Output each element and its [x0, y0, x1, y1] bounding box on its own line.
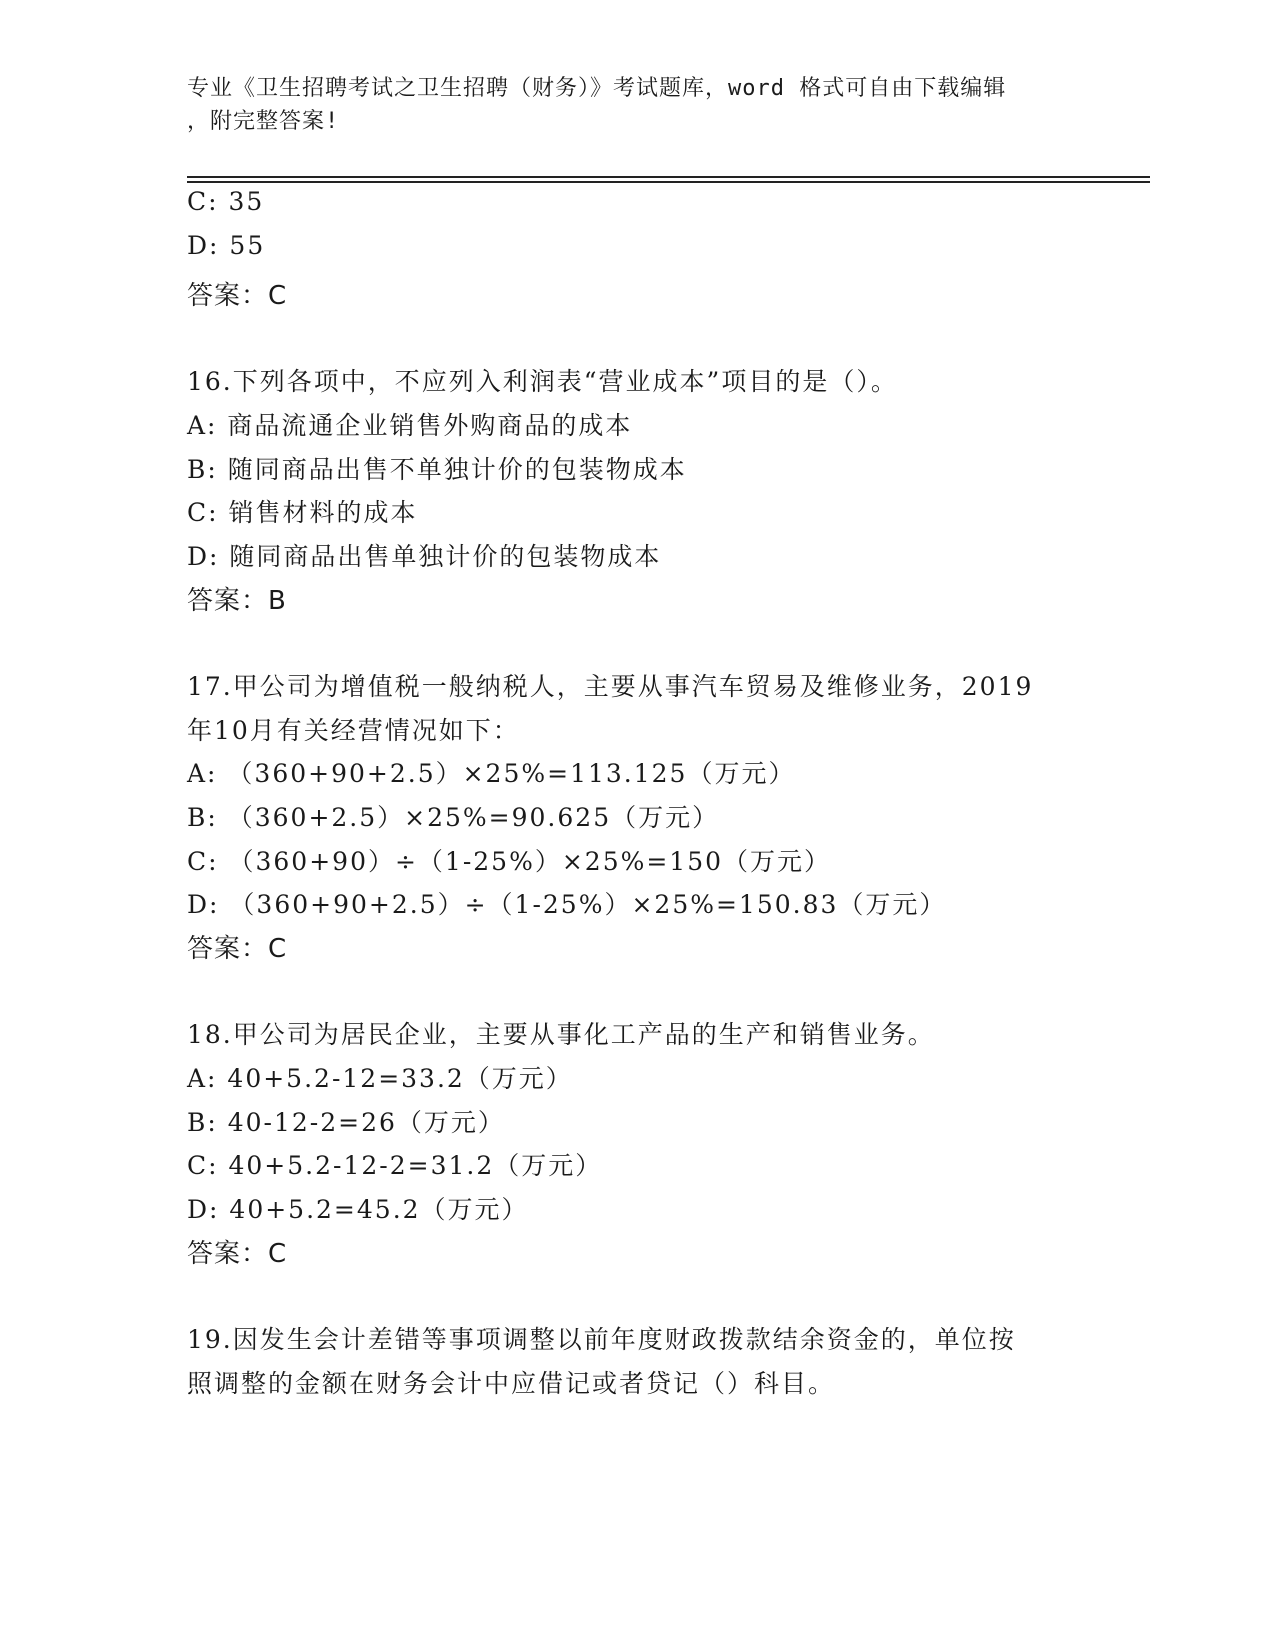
q17-answer: 答案：C [187, 934, 288, 964]
q17-option-b: B: （360+2.5）×25%=90.625（万元） [187, 803, 720, 832]
q19-stem-line-1: 19.因发生会计差错等事项调整以前年度财政拨款结余资金的，单位按 [187, 1325, 1016, 1354]
header-title-line-1: 专业《卫生招聘考试之卫生招聘（财务）》考试题库，word 格式可自由下载编辑 [187, 76, 1007, 101]
header-title-line-2: ，附完整答案! [187, 109, 340, 134]
q15-option-d: D: 55 [187, 231, 266, 260]
q17-stem-line-1: 17.甲公司为增值税一般纳税人，主要从事汽车贸易及维修业务，2019 [187, 672, 1034, 701]
q18-option-d: D: 40+5.2=45.2（万元） [187, 1195, 529, 1224]
header-divider-bottom [187, 181, 1150, 183]
q19-stem-line-2: 照调整的金额在财务会计中应借记或者贷记（）科目。 [187, 1369, 836, 1398]
q18-option-b: B: 40-12-2=26（万元） [187, 1108, 505, 1137]
header-divider-top [187, 176, 1150, 178]
q16-stem: 16.下列各项中，不应列入利润表“营业成本”项目的是（）。 [187, 367, 898, 396]
q16-option-d: D: 随同商品出售单独计价的包装物成本 [187, 542, 662, 571]
q15-answer: 答案：C [187, 281, 288, 311]
q16-option-a: A: 商品流通企业销售外购商品的成本 [187, 411, 633, 440]
document-header [187, 72, 1067, 138]
q16-answer: 答案：B [187, 586, 287, 616]
q15-option-c: C: 35 [187, 187, 265, 216]
q16-option-c: C: 销售材料的成本 [187, 498, 418, 527]
q18-answer: 答案：C [187, 1239, 288, 1269]
q18-stem: 18.甲公司为居民企业，主要从事化工产品的生产和销售业务。 [187, 1020, 935, 1049]
q17-option-d: D: （360+90+2.5）÷（1-25%）×25%=150.83（万元） [187, 890, 947, 919]
q17-stem-line-2: 年10月有关经营情况如下： [187, 716, 520, 745]
q18-option-c: C: 40+5.2-12-2=31.2（万元） [187, 1151, 603, 1180]
q16-option-b: B: 随同商品出售不单独计价的包装物成本 [187, 455, 687, 484]
q17-option-c: C: （360+90）÷（1-25%）×25%=150（万元） [187, 847, 832, 876]
q18-option-a: A: 40+5.2-12=33.2（万元） [187, 1064, 573, 1093]
q17-option-a: A: （360+90+2.5）×25%=113.125（万元） [187, 759, 796, 788]
